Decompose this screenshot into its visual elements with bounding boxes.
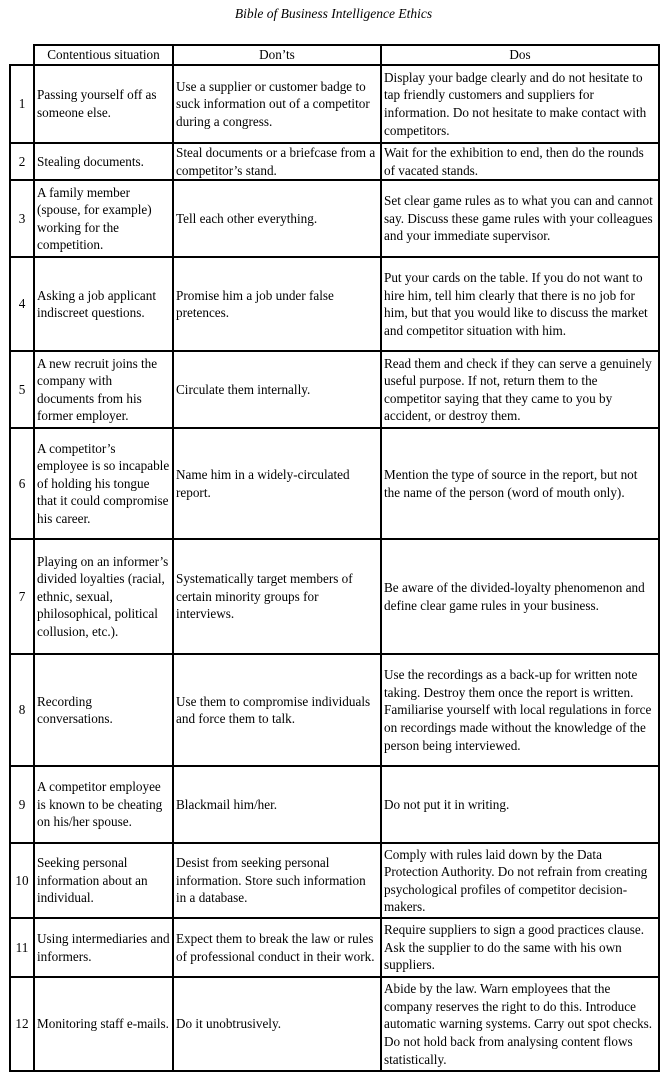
- table-row: [10, 428, 659, 539]
- dont-cell: Desist from seeking personal information. Store such information in a database.: [173, 843, 381, 918]
- do-cell: Require suppliers to sign a good practices clause. Ask the supplier to do the same with his own suppliers.: [381, 918, 659, 977]
- situation-cell: Passing yourself off as someone else.: [34, 65, 173, 143]
- header-number-blank: [10, 45, 34, 65]
- table-row: [10, 257, 659, 351]
- header-dos: Dos: [381, 45, 659, 65]
- dont-cell: Steal documents or a briefcase from a competitor’s stand.: [173, 143, 381, 180]
- do-cell: Display your badge clearly and do not hesitate to tap friendly customers and suppliers for information. Do not hesitate to make contact with competitors.: [381, 65, 659, 143]
- row-number: 8: [10, 654, 34, 766]
- situation-cell: Using intermediaries and informers.: [34, 918, 173, 977]
- do-cell: Comply with rules laid down by the Data Protection Authority. Do not refrain from creating psychological profiles of competitor decision-makers.: [381, 843, 659, 918]
- do-cell: Set clear game rules as to what you can and cannot say. Discuss these game rules with your colleagues and your immediate supervisor.: [381, 180, 659, 257]
- dont-cell: Do it unobtrusively.: [173, 977, 381, 1071]
- row-number: 10: [10, 843, 34, 918]
- situation-cell: A competitor employee is known to be cheating on his/her spouse.: [34, 766, 173, 843]
- situation-cell: Seeking personal information about an individual.: [34, 843, 173, 918]
- header-row: [10, 45, 659, 65]
- document-title: Bible of Business Intelligence Ethics: [234, 6, 433, 21]
- table-row: [10, 654, 659, 766]
- table-row: [10, 351, 659, 428]
- table-row: [10, 539, 659, 654]
- situation-cell: Playing on an informer’s divided loyalties (racial, ethnic, sexual, philosophical, political collusion, etc.).: [34, 539, 173, 654]
- do-cell: Wait for the exhibition to end, then do the rounds of vacated stands.: [381, 143, 659, 180]
- do-cell: Mention the type of source in the report, but not the name of the person (word of mouth only).: [381, 428, 659, 539]
- dont-cell: Systematically target members of certain minority groups for interviews.: [173, 539, 381, 654]
- situation-cell: Stealing documents.: [34, 143, 173, 180]
- table-row: [10, 918, 659, 977]
- row-number: 6: [10, 428, 34, 539]
- header-situation: Contentious situation: [34, 45, 173, 65]
- row-number: 5: [10, 351, 34, 428]
- ethics-table: [9, 44, 660, 1072]
- dont-cell: Use a supplier or customer badge to suck information out of a competitor during a congress.: [173, 65, 381, 143]
- row-number: 7: [10, 539, 34, 654]
- situation-cell: Asking a job applicant indiscreet questions.: [34, 257, 173, 351]
- situation-cell: A new recruit joins the company with documents from his former employer.: [34, 351, 173, 428]
- dont-cell: Promise him a job under false pretences.: [173, 257, 381, 351]
- header-donts: Don’ts: [173, 45, 381, 65]
- do-cell: Put your cards on the table. If you do not want to hire him, tell him clearly that there is no job for him, but that you would like to discuss the market and competitor situation with him.: [381, 257, 659, 351]
- table-row: [10, 766, 659, 843]
- row-number: 1: [10, 65, 34, 143]
- row-number: 9: [10, 766, 34, 843]
- table-row: [10, 65, 659, 143]
- table-row: [10, 843, 659, 918]
- row-number: 11: [10, 918, 34, 977]
- situation-cell: A competitor’s employee is so incapable of holding his tongue that it could compromise his career.: [34, 428, 173, 539]
- row-number: 4: [10, 257, 34, 351]
- table-row: [10, 143, 659, 180]
- row-number: 12: [10, 977, 34, 1071]
- do-cell: Abide by the law. Warn employees that the company reserves the right to do this. Introduce automatic warning systems. Carry out spot checks. Do not hold back from analysing content flows statistically.: [381, 977, 659, 1071]
- dont-cell: Circulate them internally.: [173, 351, 381, 428]
- dont-cell: Tell each other everything.: [173, 180, 381, 257]
- situation-cell: Monitoring staff e-mails.: [34, 977, 173, 1071]
- table-row: [10, 977, 659, 1071]
- do-cell: Read them and check if they can serve a genuinely useful purpose. If not, return them to the competitor saying that they came to you by accident, or destroy them.: [381, 351, 659, 428]
- situation-cell: Recording conversations.: [34, 654, 173, 766]
- dont-cell: Blackmail him/her.: [173, 766, 381, 843]
- dont-cell: Name him in a widely-circulated report.: [173, 428, 381, 539]
- situation-cell: A family member (spouse, for example) working for the competition.: [34, 180, 173, 257]
- do-cell: Do not put it in writing.: [381, 766, 659, 843]
- do-cell: Use the recordings as a back-up for written note taking. Destroy them once the report is written. Familiarise yourself with local regulations in force on recordings made without the knowledge of the person being interviewed.: [381, 654, 659, 766]
- dont-cell: Expect them to break the law or rules of professional conduct in their work.: [173, 918, 381, 977]
- row-number: 2: [10, 143, 34, 180]
- row-number: 3: [10, 180, 34, 257]
- do-cell: Be aware of the divided-loyalty phenomenon and define clear game rules in your business.: [381, 539, 659, 654]
- dont-cell: Use them to compromise individuals and force them to talk.: [173, 654, 381, 766]
- table-row: [10, 180, 659, 257]
